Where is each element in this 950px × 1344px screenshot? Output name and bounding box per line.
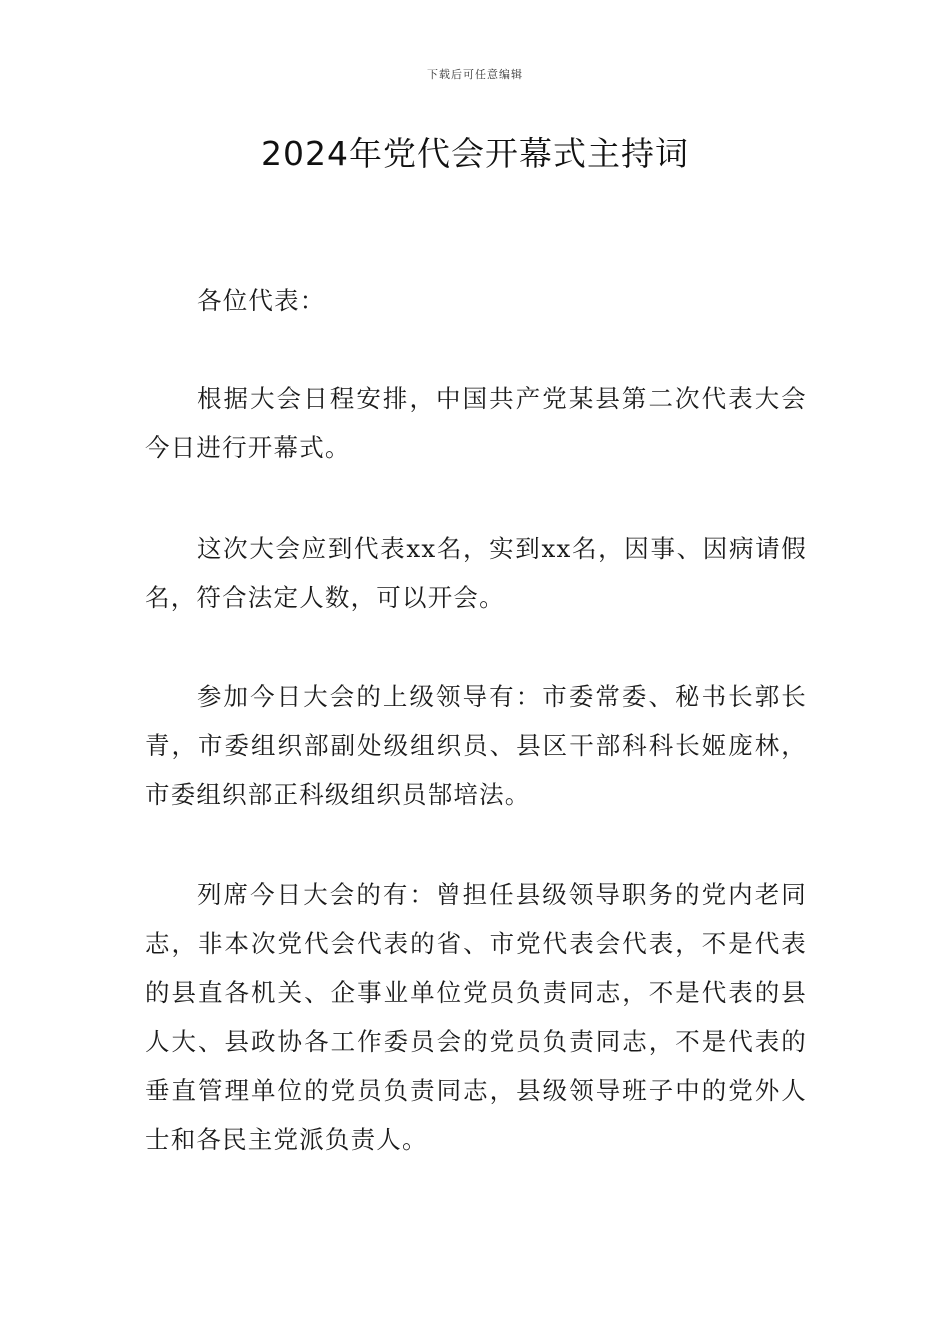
paragraph-schedule: 根据大会日程安排，中国共产党某县第二次代表大会今日进行开幕式。 [145, 384, 807, 462]
document-title: 2024年党代会开幕式主持词 [261, 134, 689, 173]
paragraph-leaders: 参加今日大会的上级领导有：市委常委、秘书长郭长青，市委组织部副处级组织员、县区干部科科长姬庞林，市委组织部正科级组织员郜培法。 [145, 682, 807, 809]
salutation: 各位代表： [197, 286, 326, 315]
paragraph-attendance: 这次大会应到代表xx名，实到xx名，因事、因病请假名，符合法定人数，可以开会。 [145, 534, 807, 612]
header-note: 下载后可任意编辑 [427, 68, 523, 81]
paragraph-attendees: 列席今日大会的有：曾担任县级领导职务的党内老同志，非本次党代会代表的省、市党代表会代表，不是代表的县直各机关、企事业单位党员负责同志，不是代表的县人大、县政协各工作委员会的党员负责同志，不是代表的垂直管理单位的党员负责同志，县级领导班子中的党外人士和各民主党派负责人。 [145, 880, 807, 1154]
